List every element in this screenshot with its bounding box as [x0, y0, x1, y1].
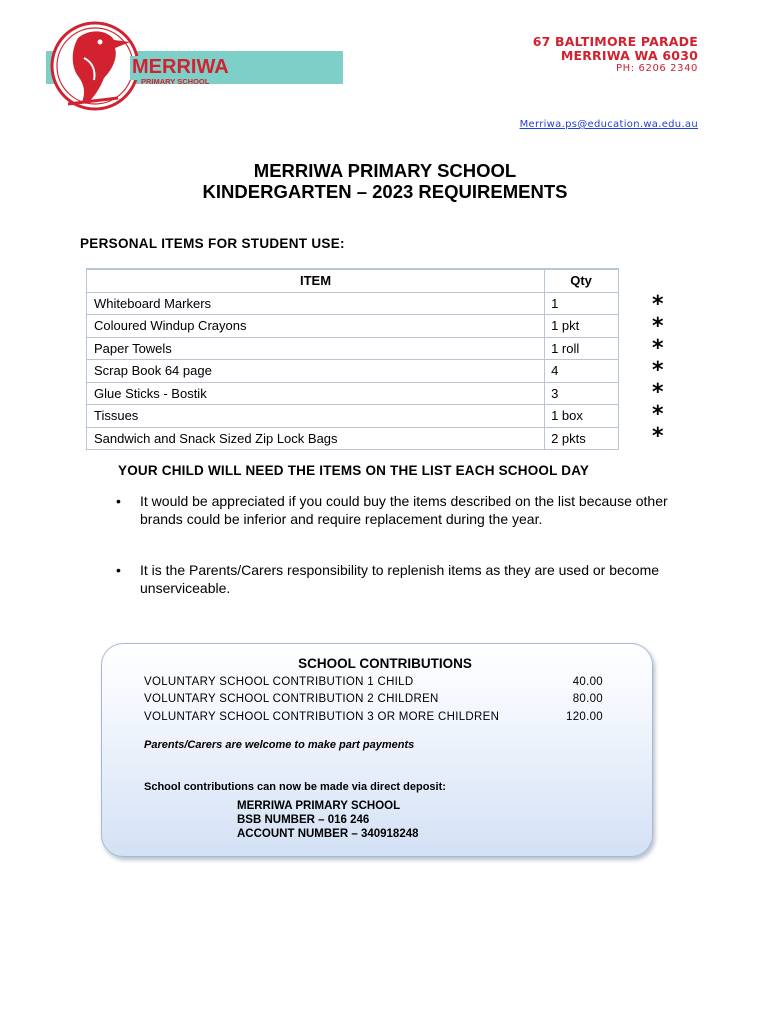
asterisk-marker: * — [652, 402, 664, 427]
contribution-amount: 80.00 — [572, 693, 603, 705]
merriwa-school-logo — [38, 18, 343, 114]
part-payments-note: Parents/Carers are welcome to make part payments — [144, 739, 415, 751]
item-qty: 1 pkt — [545, 315, 619, 338]
item-name: Scrap Book 64 page — [87, 360, 545, 383]
bank-account-name: MERRIWA PRIMARY SCHOOL — [237, 800, 401, 812]
personal-items-heading: PERSONAL ITEMS FOR STUDENT USE: — [80, 236, 345, 251]
bullet-dot: • — [116, 493, 121, 509]
address-line-1: 67 BALTIMORE PARADE — [532, 34, 698, 49]
column-header-qty: Qty — [545, 269, 619, 292]
bullet-dot: • — [116, 562, 121, 578]
table-row — [87, 292, 619, 315]
column-header-item: ITEM — [87, 269, 545, 292]
item-name: Glue Sticks - Bostik — [87, 382, 545, 405]
asterisk-marker: * — [652, 314, 664, 339]
item-name: Paper Towels — [87, 337, 545, 360]
bank-account-number: ACCOUNT NUMBER – 340918248 — [237, 828, 419, 840]
phone-number: PH: 6206 2340 — [616, 63, 698, 74]
table-row — [87, 337, 619, 360]
table-row — [87, 405, 619, 428]
document-title-line-2: KINDERGARTEN – 2023 REQUIREMENTS — [202, 181, 568, 202]
item-qty: 2 pkts — [545, 427, 619, 450]
table-row — [87, 360, 619, 383]
email-link[interactable]: Merriwa.ps@education.wa.edu.au — [519, 119, 698, 130]
items-table — [86, 268, 619, 450]
asterisk-marker: * — [652, 336, 664, 361]
logo-subtitle: PRIMARY SCHOOL — [141, 77, 210, 86]
item-qty: 1 roll — [545, 337, 619, 360]
contribution-label: VOLUNTARY SCHOOL CONTRIBUTION 1 CHILD — [144, 676, 414, 688]
item-qty: 3 — [545, 382, 619, 405]
asterisk-marker: * — [652, 358, 664, 383]
asterisk-marker: * — [652, 380, 664, 405]
item-name: Sandwich and Snack Sized Zip Lock Bags — [87, 427, 545, 450]
table-row — [87, 382, 619, 405]
item-name: Tissues — [87, 405, 545, 428]
contribution-label: VOLUNTARY SCHOOL CONTRIBUTION 2 CHILDREN — [144, 693, 439, 705]
bullet-text: It is the Parents/Carers responsibility to replenish items as they are used or become unserviceable. — [140, 562, 660, 596]
contribution-amount: 120.00 — [566, 711, 603, 723]
table-row — [87, 315, 619, 338]
item-name: Whiteboard Markers — [87, 292, 545, 315]
contribution-amount: 40.00 — [572, 676, 603, 688]
asterisk-marker: * — [652, 292, 664, 317]
daily-items-notice: YOUR CHILD WILL NEED THE ITEMS ON THE LIST EACH SCHOOL DAY — [118, 463, 590, 478]
item-name: Coloured Windup Crayons — [87, 315, 545, 338]
contribution-label: VOLUNTARY SCHOOL CONTRIBUTION 3 OR MORE CHILDREN — [144, 711, 500, 723]
contributions-heading: SCHOOL CONTRIBUTIONS — [298, 656, 472, 671]
address-line-2: MERRIWA WA 6030 — [560, 48, 698, 63]
logo-name: MERRIWA — [132, 56, 229, 78]
item-qty: 1 box — [545, 405, 619, 428]
asterisk-marker: * — [652, 424, 664, 449]
item-qty: 4 — [545, 360, 619, 383]
table-row — [87, 427, 619, 450]
table-header-row — [87, 269, 619, 292]
document-title-line-1: MERRIWA PRIMARY SCHOOL — [253, 160, 517, 181]
item-qty: 1 — [545, 292, 619, 315]
bullet-text: It would be appreciated if you could buy the items described on the list because other brands could be inferior and require replacement during the year. — [140, 493, 668, 527]
bank-bsb-number: BSB NUMBER – 016 246 — [237, 814, 370, 826]
direct-deposit-note: School contributions can now be made via direct deposit: — [144, 781, 446, 793]
